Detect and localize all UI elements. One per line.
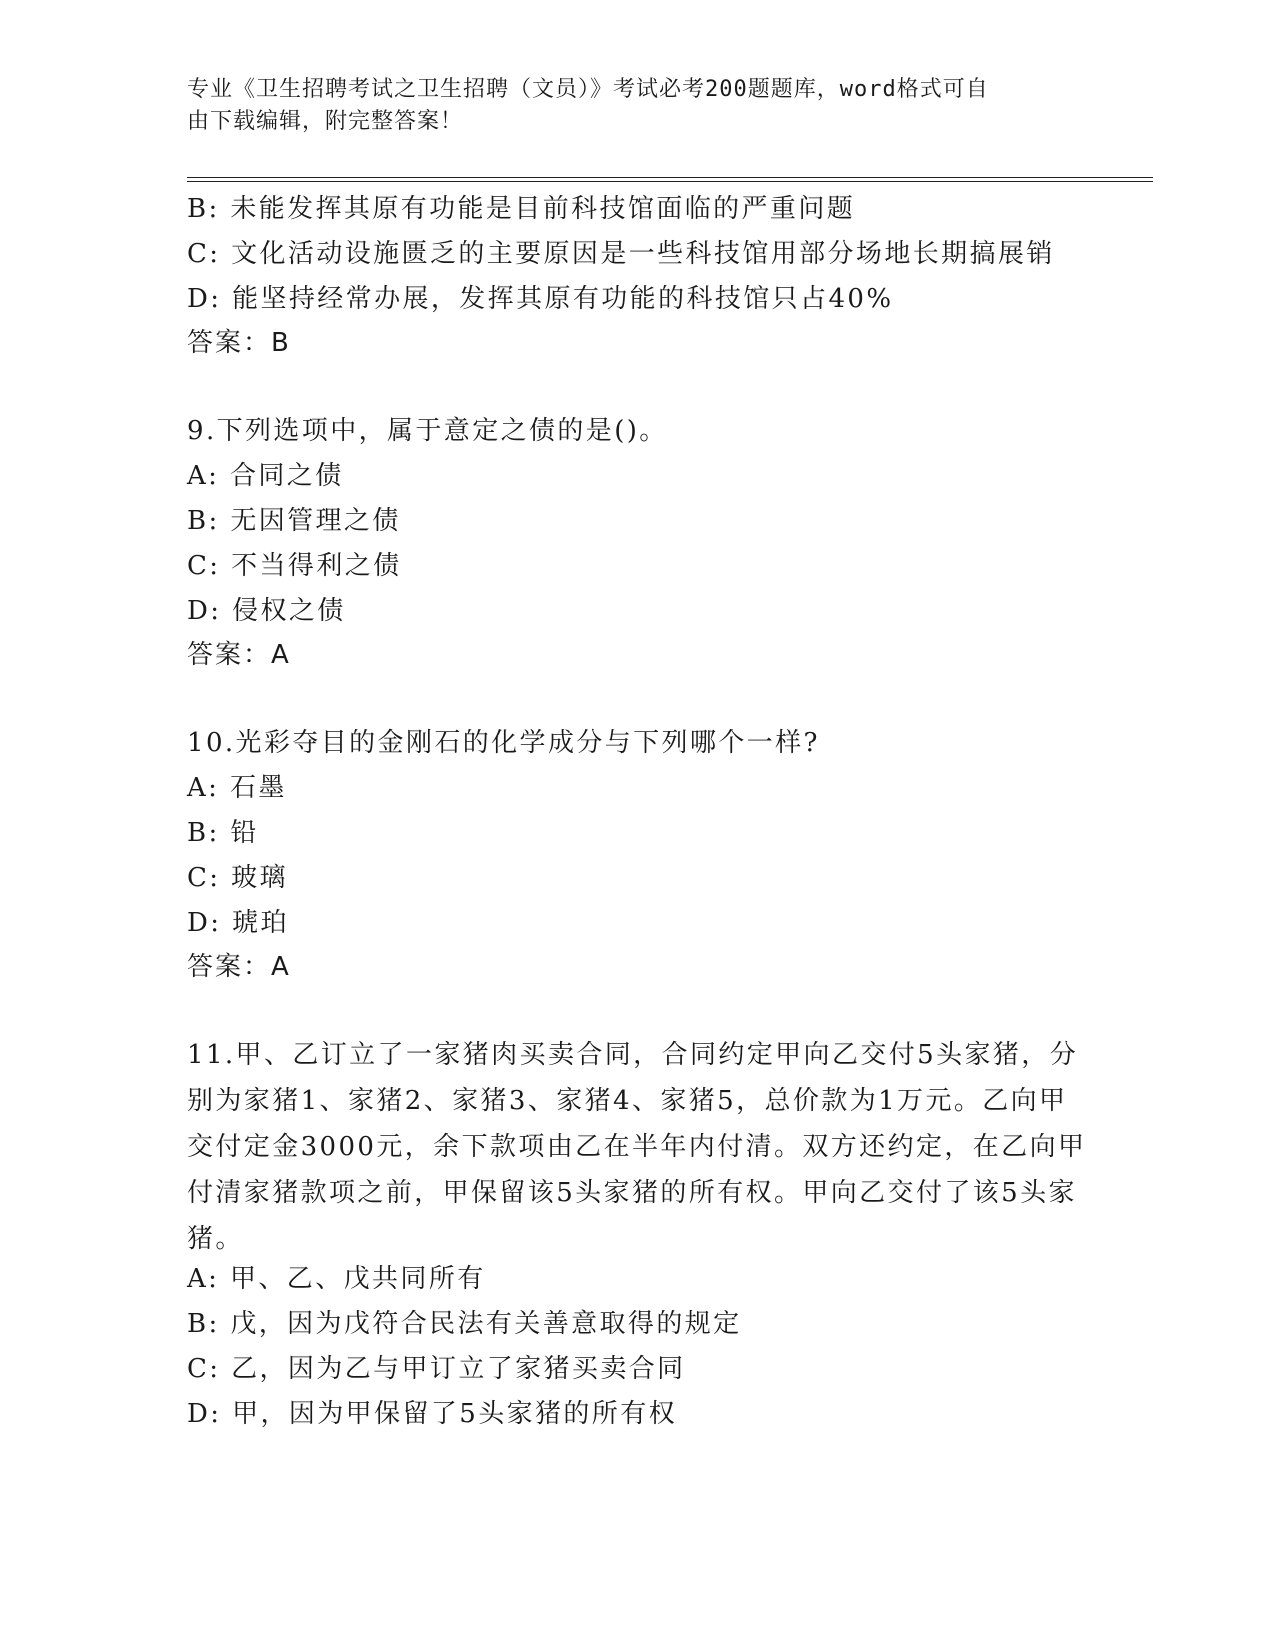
q8-option-b: B: 未能发挥其原有功能是目前科技馆面临的严重问题	[187, 194, 856, 224]
q10-option-b: B: 铅	[187, 818, 259, 848]
q9-option-b: B: 无因管理之债	[187, 506, 401, 536]
q11-question: 11.甲、乙订立了一家猪肉买卖合同，合同约定甲向乙交付5头家猪，分别为家猪1、家猪2、家猪3、家猪4、家猪5，总价款为1万元。乙向甲交付定金3000元，余下款项由乙在半年内付清。双方还约定，在乙向甲付清家猪款项之前，甲保留该5头家猪的所有权。甲向乙交付了该5头家猪。	[187, 1040, 1087, 1254]
q11-option-a: A: 甲、乙、戊共同所有	[187, 1264, 486, 1294]
q9-question: 9.下列选项中，属于意定之债的是()。	[187, 416, 668, 446]
q10-option-a: A: 石墨	[187, 773, 287, 803]
header-line-2: 由下载编辑，附完整答案！	[187, 109, 464, 134]
header-divider-bottom	[187, 181, 1153, 182]
q11-option-b: B: 戊，因为戊符合民法有关善意取得的规定	[187, 1309, 742, 1339]
q10-answer: 答案：A	[187, 952, 291, 982]
q9-answer: 答案：A	[187, 640, 291, 670]
q10-option-c: C: 玻璃	[187, 863, 288, 893]
q9-option-d: D: 侵权之债	[187, 596, 346, 626]
document-header	[187, 74, 1067, 138]
q10-option-d: D: 琥珀	[187, 908, 289, 938]
q9-option-a: A: 合同之债	[187, 461, 344, 491]
q9-option-c: C: 不当得利之债	[187, 551, 402, 581]
q11-option-d: D: 甲，因为甲保留了5头家猪的所有权	[187, 1399, 678, 1429]
q11-option-c: C: 乙，因为乙与甲订立了家猪买卖合同	[187, 1354, 686, 1384]
q10-question: 10.光彩夺目的金刚石的化学成分与下列哪个一样?	[187, 728, 820, 758]
header-divider-top	[187, 177, 1153, 178]
q8-option-d: D: 能坚持经常办展，发挥其原有功能的科技馆只占40%	[187, 284, 894, 314]
q8-option-c: C: 文化活动设施匮乏的主要原因是一些科技馆用部分场地长期搞展销	[187, 239, 1055, 269]
header-line-1: 专业《卫生招聘考试之卫生招聘（文员）》考试必考200题题库，word格式可自	[187, 77, 989, 102]
q8-answer: 答案：B	[187, 328, 291, 358]
